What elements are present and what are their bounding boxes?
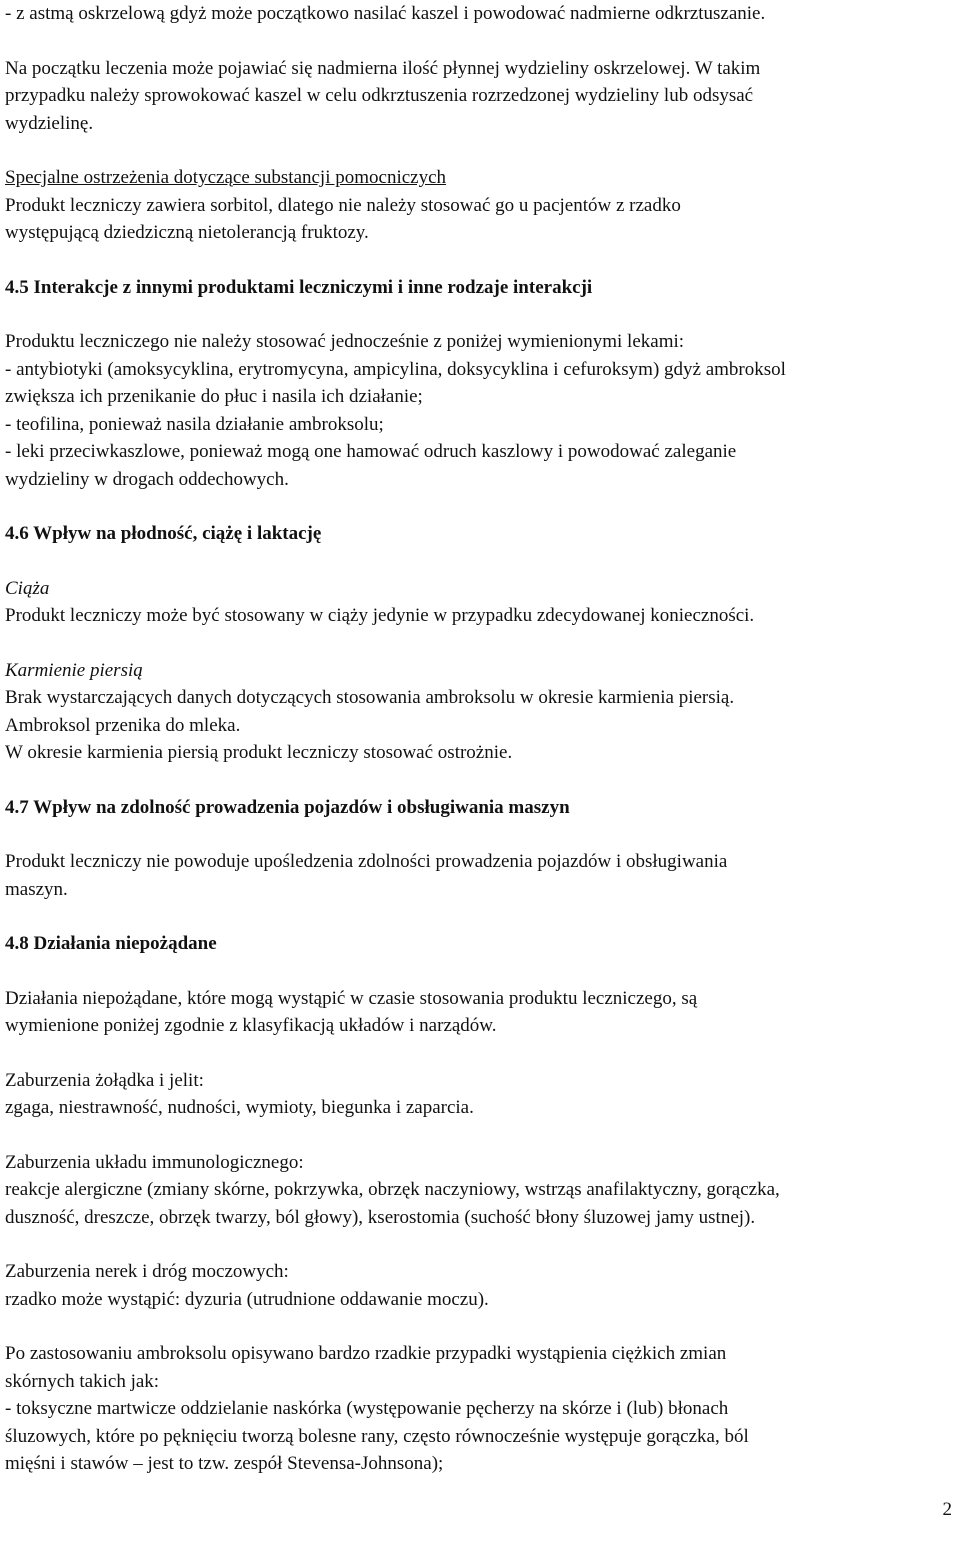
- text-line: przypadku należy sprowokować kaszel w celu odkrztuszenia rozrzedzonej wydzieliny lub odsysać: [5, 85, 754, 106]
- text-line: - toksyczne martwicze oddzielanie naskórka (występowanie pęcherzy na skórze i (lub) błonach: [5, 1398, 729, 1419]
- section-heading-4-6: 4.6 Wpływ na płodność, ciążę i laktację: [5, 523, 322, 544]
- text-line: wymienione poniżej zgodnie z klasyfikacją układów i narządów.: [5, 1015, 497, 1036]
- paragraph-gastro: [5, 1067, 955, 1122]
- paragraph-adverse-intro: [5, 985, 955, 1040]
- text-line: reakcje alergiczne (zmiany skórne, pokrzywka, obrzęk naczyniowy, wstrząs anafilaktyczny, gorączka,: [5, 1179, 780, 1200]
- paragraph-renal: [5, 1258, 955, 1313]
- text-line: zgaga, niestrawność, nudności, wymioty, biegunka i zaparcia.: [5, 1097, 474, 1118]
- text-line: mięśni i stawów – jest to tzw. zespół Stevensa-Johnsona);: [5, 1453, 444, 1474]
- text-line: rzadko może wystąpić: dyzuria (utrudnione oddawanie moczu).: [5, 1288, 489, 1310]
- section-heading-4-7: 4.7 Wpływ na zdolność prowadzenia pojazdów i obsługiwania maszyn: [5, 796, 570, 818]
- text-line: Ambroksol przenika do mleka.: [5, 714, 241, 736]
- pregnancy-subheading: Ciąża: [5, 577, 50, 599]
- paragraph-excipients: [5, 164, 955, 247]
- text-line: skórnych takich jak:: [5, 1370, 160, 1392]
- paragraph-interactions: [5, 328, 955, 493]
- text-line: Po zastosowaniu ambroksolu opisywano bardzo rzadkie przypadki wystąpienia ciężkich zmian: [5, 1343, 727, 1364]
- section-heading-4-8: 4.8 Działania niepożądane: [5, 933, 217, 954]
- text-line: - leki przeciwkaszlowe, ponieważ mogą one hamować odruch kaszlowy i powodować zaleganie: [5, 441, 737, 462]
- text-line: Na początku leczenia może pojawiać się nadmierna ilość płynnej wydzieliny oskrzelowej. W takim: [5, 57, 761, 79]
- text-line: Zaburzenia żołądka i jelit:: [5, 1069, 204, 1091]
- text-line: Zaburzenia nerek i dróg moczowych:: [5, 1261, 289, 1282]
- paragraph-driving: [5, 848, 955, 903]
- text-line: Produkt leczniczy może być stosowany w ciąży jedynie w przypadku zdecydowanej konieczności.: [5, 605, 755, 626]
- text-line: Produkt leczniczy zawiera sorbitol, dlatego nie należy stosować go u pacjentów z rzadko: [5, 194, 681, 216]
- text-line: śluzowych, które po pęknięciu tworzą bolesne rany, często równocześnie występuje gorączka, ból: [5, 1425, 749, 1447]
- page-number: 2: [942, 1499, 952, 1520]
- paragraph-immune: [5, 1149, 955, 1232]
- excipients-subheading: Specjalne ostrzeżenia dotyczące substancji pomocniczych: [5, 167, 447, 188]
- section-heading-4-5: 4.5 Interakcje z innymi produktami leczniczymi i inne rodzaje interakcji: [5, 276, 593, 298]
- text-line: maszyn.: [5, 878, 68, 900]
- text-line: Zaburzenia układu immunologicznego:: [5, 1151, 304, 1173]
- paragraph-asthma: [5, 0, 955, 28]
- paragraph-breastfeeding: [5, 657, 955, 767]
- text-line: - antybiotyki (amoksycyklina, erytromycyna, ampicylina, doksycyklina i cefuroksym) gdyż ambroksol: [5, 358, 786, 380]
- text-line: Działania niepożądane, które mogą wystąpić w czasie stosowania produktu leczniczego, są: [5, 987, 698, 1009]
- text-line: Produkt leczniczy nie powoduje upośledzenia zdolności prowadzenia pojazdów i obsługiwania: [5, 851, 728, 872]
- text-line: wydzielinę.: [5, 112, 94, 134]
- document-page: [5, 0, 955, 1478]
- paragraph-pregnancy: [5, 575, 955, 630]
- text-line: Produktu leczniczego nie należy stosować jednocześnie z poniżej wymienionymi lekami:: [5, 331, 685, 352]
- text-line: wydzieliny w drogach oddechowych.: [5, 468, 289, 490]
- text-line: - z astmą oskrzelową gdyż może początkowo nasilać kaszel i powodować nadmierne odkrztuszanie.: [5, 3, 766, 24]
- breastfeeding-subheading: Karmienie piersią: [5, 659, 143, 681]
- text-line: duszność, dreszcze, obrzęk twarzy, ból głowy), kserostomia (suchość błony śluzowej jamy ustnej).: [5, 1206, 756, 1228]
- text-line: - teofilina, ponieważ nasila działanie ambroksolu;: [5, 413, 384, 435]
- paragraph-secretion: [5, 55, 955, 138]
- text-line: Brak wystarczających danych dotyczących stosowania ambroksolu w okresie karmienia piersią.: [5, 687, 735, 708]
- paragraph-skin: [5, 1340, 955, 1478]
- text-line: zwiększa ich przenikanie do płuc i nasila ich działanie;: [5, 386, 423, 407]
- text-line: występującą dziedziczną nietolerancją fruktozy.: [5, 222, 369, 243]
- text-line: W okresie karmienia piersią produkt leczniczy stosować ostrożnie.: [5, 742, 513, 763]
